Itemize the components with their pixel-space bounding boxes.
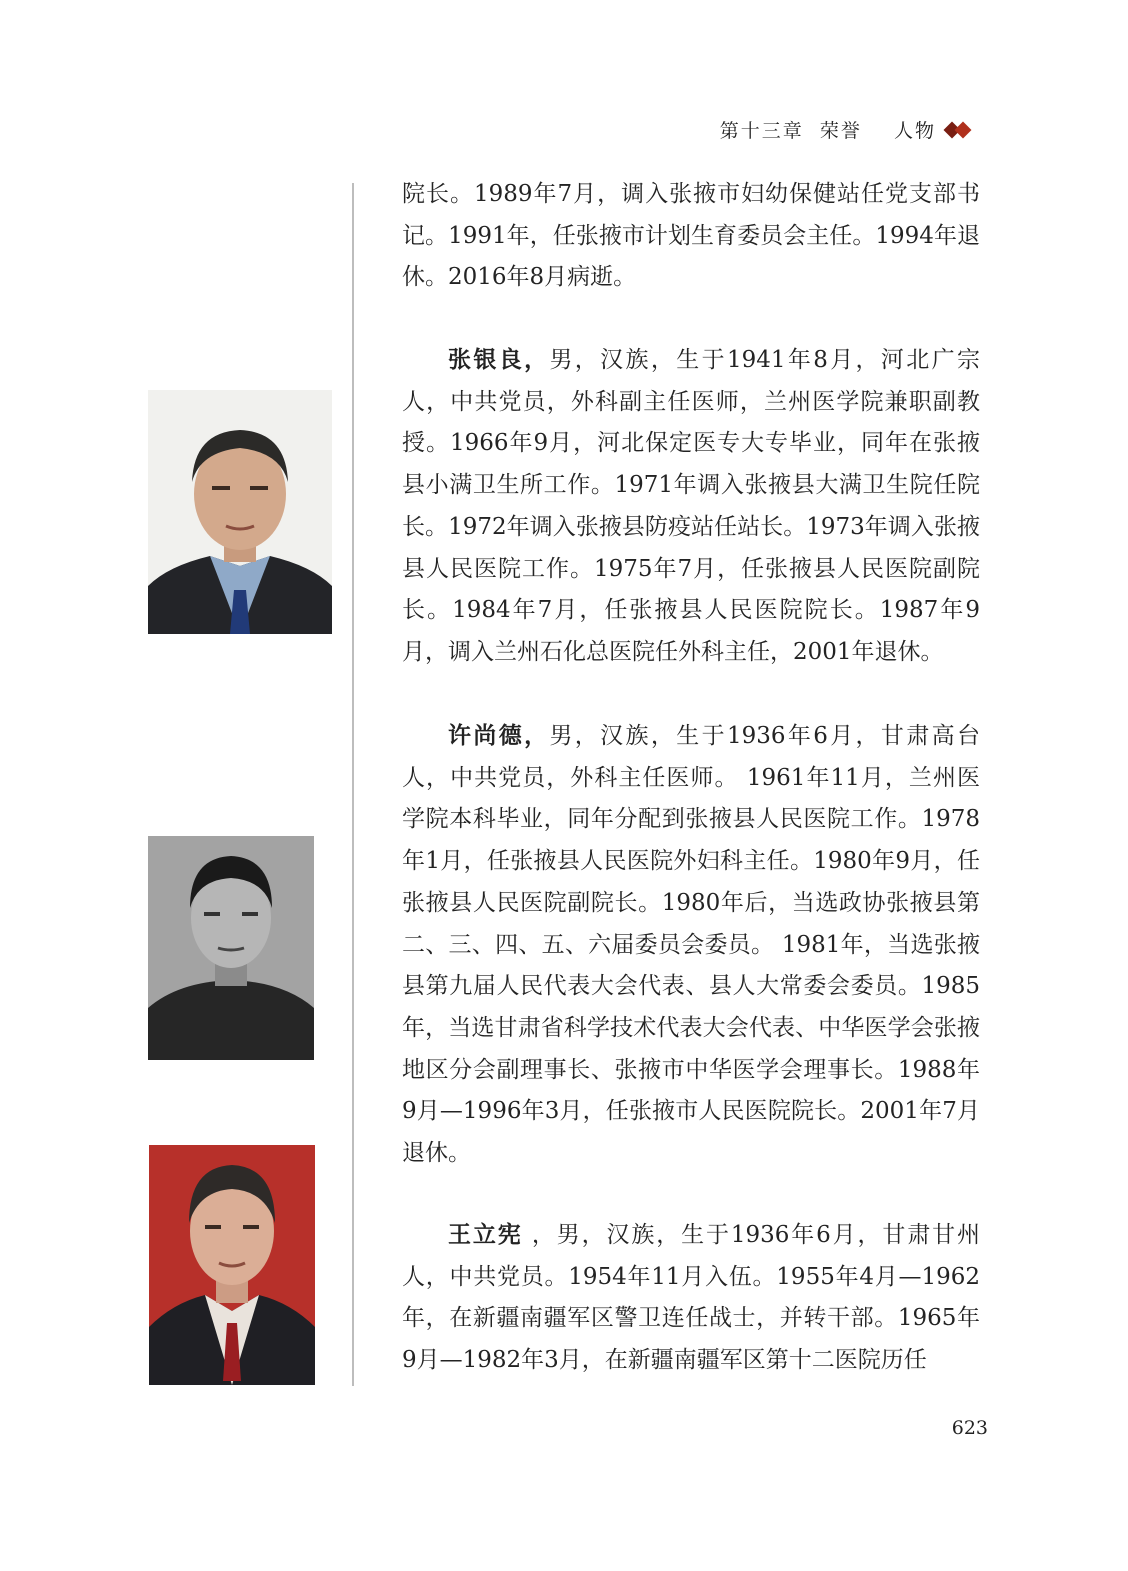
bio-text: 男，汉族，生于1936年6月，甘肃高台人，中共党员，外科主任医师。 1961年11月，兰州医学院本科毕业，同年分配到张掖县人民医院工作。1978年1月，任张掖县人民医院外妇科主任。1980年9月，任张掖县人民医院副院长。1980年后，当选政协张掖县第二、三、四、五、六届委员会委员。 1981年，当选张掖县第九届人民代表大会代表、县人大常委会委员。1985年，当选甘肃省科学技术代表大会代表、中华医学会张掖地区分会副理事长、张掖市中华医学会理事长。1988年9月—1996年3月，任张掖市人民医院院长。2001年7月退休。: [402, 723, 980, 1167]
bio-wang-lixian: [402, 1215, 980, 1382]
person-name: 许尚德，: [448, 723, 550, 749]
vertical-divider: [352, 183, 354, 1386]
portrait-photo-zhang-yinliang: [148, 390, 332, 634]
diamond-ornament-icon: [944, 120, 976, 140]
person-name: 张银良，: [448, 347, 550, 373]
portrait-photo-xu-shangde: [148, 836, 314, 1060]
bio-xu-shangde: [402, 716, 980, 1175]
running-header: [720, 116, 976, 143]
bio-text: 男，汉族，生于1941年8月，河北广宗人，中共党员，外科副主任医师，兰州医学院兼职副教授。1966年9月，河北保定医专大专毕业，同年在张掖县小满卫生所工作。1971年调入张掖县大满卫生院任院长。1972年调入张掖县防疫站任站长。1973年调入张掖县人民医院工作。1975年7月，任张掖县人民医院副院长。1984年7月，任张掖县人民医院院长。1987年9月，调入兰州石化总医院任外科主任，2001年退休。: [402, 347, 980, 665]
person-name: 王立宪: [448, 1222, 523, 1248]
page-number: 623: [951, 1417, 988, 1439]
bio-zhang-yinliang: [402, 340, 980, 674]
chapter-title: 第十三章 荣誉 人物: [719, 120, 936, 142]
portrait-photo-wang-lixian: [149, 1145, 315, 1385]
bio-text: ，男，汉族，生于1936年6月，甘肃甘州人，中共党员。1954年11月入伍。1955年4月—1962年，在新疆南疆军区警卫连任战士，并转干部。1965年9月—1982年3月，在新疆南疆军区第十二医院历任: [402, 1222, 981, 1374]
continuation-paragraph: 院长。1989年7月，调入张掖市妇幼保健站任党支部书记。1991年，任张掖市计划生育委员会主任。1994年退休。2016年8月病逝。: [402, 181, 980, 291]
